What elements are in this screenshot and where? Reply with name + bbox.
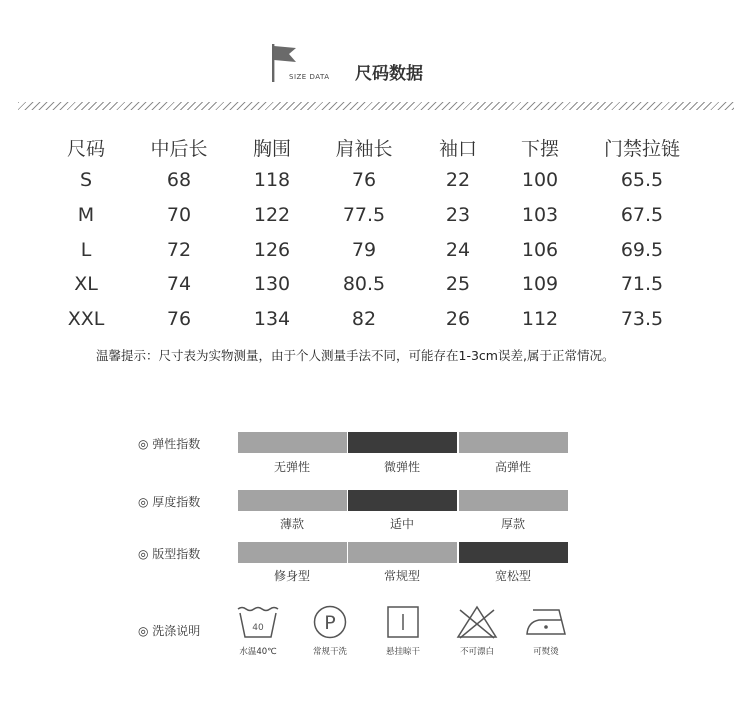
table-header-cell: 袖口 <box>438 138 478 160</box>
scale-segment <box>238 432 347 453</box>
table-cell: 79 <box>351 239 377 261</box>
table-cell: 100 <box>521 169 559 191</box>
iron-icon <box>523 606 569 638</box>
table-cell-size: XXL <box>67 308 105 330</box>
elasticity-label: ◎ 弹性指数 <box>138 437 201 451</box>
care-item-label: 可熨烫 <box>533 647 559 657</box>
table-header-cell: 门禁拉链 <box>603 138 681 160</box>
scale-option-label: 微弹性 <box>383 460 421 474</box>
thickness-label: ◎ 厚度指数 <box>138 495 201 509</box>
scale-segment <box>459 490 568 511</box>
table-cell: 109 <box>521 273 559 295</box>
table-header-cell: 胸围 <box>252 138 292 160</box>
wash-temperature-text: 40 <box>252 623 264 633</box>
table-cell: 72 <box>166 239 192 261</box>
table-cell: 74 <box>166 273 192 295</box>
section-header <box>268 42 468 92</box>
do-not-bleach-icon <box>455 604 499 640</box>
scale-option-label: 修身型 <box>273 569 311 583</box>
scale-segment <box>238 490 347 511</box>
table-cell-size: XL <box>74 273 98 295</box>
scale-option-label: 无弹性 <box>273 460 311 474</box>
table-cell: 76 <box>166 308 192 330</box>
dry-clean-letter: P <box>324 612 336 634</box>
scale-segment-selected <box>348 490 457 511</box>
table-header-cell: 肩袖长 <box>335 138 393 160</box>
scale-option-label: 高弹性 <box>494 460 532 474</box>
table-header-cell: 尺码 <box>66 138 106 160</box>
table-cell: 67.5 <box>620 204 664 226</box>
care-item-label: 常规干洗 <box>312 647 348 657</box>
scale-segment <box>238 542 347 563</box>
scale-option-label: 宽松型 <box>494 569 532 583</box>
table-cell: 22 <box>445 169 471 191</box>
table-cell: 73.5 <box>620 308 664 330</box>
wash-basin-40-icon <box>236 605 280 641</box>
scale-option-label: 厚款 <box>500 517 526 531</box>
table-cell: 77.5 <box>342 204 386 226</box>
table-cell: 80.5 <box>342 273 386 295</box>
table-cell-size: M <box>77 204 95 226</box>
dry-clean-p-icon <box>312 604 348 640</box>
elasticity-scale <box>238 432 568 453</box>
care-item-label: 水温40℃ <box>239 647 277 657</box>
page-title: 尺码数据 <box>355 64 423 84</box>
table-header-cell: 中后长 <box>150 138 208 160</box>
scale-segment-selected <box>459 542 568 563</box>
measurement-note: 温馨提示：尺寸表为实物测量，由于个人测量手法不同，可能存在1-3cm误差,属于正常情况。 <box>96 348 615 363</box>
scale-segment <box>348 542 457 563</box>
table-cell: 70 <box>166 204 192 226</box>
table-cell: 112 <box>521 308 559 330</box>
table-cell: 23 <box>445 204 471 226</box>
table-cell: 24 <box>445 239 471 261</box>
care-item-label: 悬挂晾干 <box>385 647 421 657</box>
table-cell: 65.5 <box>620 169 664 191</box>
thickness-scale <box>238 490 568 511</box>
scale-option-label: 常规型 <box>383 569 421 583</box>
table-cell: 130 <box>253 273 291 295</box>
table-cell: 134 <box>253 308 291 330</box>
table-cell: 26 <box>445 308 471 330</box>
header-subtitle: SIZE DATA <box>289 73 330 81</box>
table-cell: 69.5 <box>620 239 664 261</box>
table-cell: 68 <box>166 169 192 191</box>
table-cell: 122 <box>253 204 291 226</box>
table-cell: 126 <box>253 239 291 261</box>
table-cell: 76 <box>351 169 377 191</box>
table-cell: 82 <box>351 308 377 330</box>
table-cell: 71.5 <box>620 273 664 295</box>
scale-segment <box>459 432 568 453</box>
table-cell: 25 <box>445 273 471 295</box>
table-cell-size: S <box>79 169 93 191</box>
fit-label: ◎ 版型指数 <box>138 547 201 561</box>
hang-dry-icon <box>386 604 420 640</box>
table-cell-size: L <box>80 239 92 261</box>
table-cell: 103 <box>521 204 559 226</box>
hatched-divider <box>18 102 734 110</box>
table-cell: 118 <box>253 169 291 191</box>
scale-option-label: 适中 <box>389 517 415 531</box>
table-cell: 106 <box>521 239 559 261</box>
table-header-cell: 下摆 <box>520 138 560 160</box>
scale-segment-selected <box>348 432 457 453</box>
scale-option-label: 薄款 <box>279 517 305 531</box>
fit-scale <box>238 542 568 563</box>
care-label: ◎ 洗涤说明 <box>138 624 201 638</box>
care-item-label: 不可漂白 <box>459 647 495 657</box>
